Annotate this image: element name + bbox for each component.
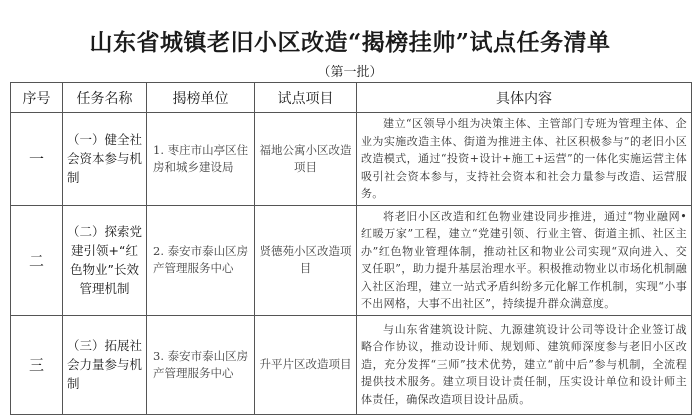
row-unit: 1. 枣庄市山亭区住房和城乡建设局 [147,113,255,206]
table-row [11,113,692,206]
row-unit: 3. 泰安市泰山区房产管理服务中心 [147,315,255,414]
row-content: 建立“区领导小组为决策主体、主管部门专班为管理主体、企业为实施改造主体、街道为推进主体、社区积极参与”的老旧小区改造模式，通过“投资+设计+施工+运营”的一体化实施运营主体吸引社会资本参与，支持社会资本和社会力量参与改造、运营服务。 [357,113,692,206]
row-index: 一 [11,113,63,206]
row-content: 与山东省建筑设计院、九源建筑设计公司等设计企业签订战略合作协议，推动设计师、规划师、建筑师深度参与老旧小区改造，充分发挥“三师”技术优势，建立“前中后”参与机制，全流程提供技术服务。建立项目设计责任制，压实设计单位和设计师主体责任，确保改造项目设计品质。 [357,315,692,414]
header-unit: 揭榜单位 [147,83,255,113]
document-title: 山东省城镇老旧小区改造“揭榜挂帅”试点任务清单 [89,29,611,56]
table-row [11,315,692,414]
row-project: 贤德苑小区改造项目 [255,205,357,315]
header-content: 具体内容 [357,83,692,113]
header-project: 试点项目 [255,83,357,113]
row-project: 福地公寓小区改造项目 [255,113,357,206]
row-unit: 2. 泰安市泰山区房产管理服务中心 [147,205,255,315]
row-content: 将老旧小区改造和红色物业建设同步推进，通过“物业融网•红暖万家”工程，建立“党建引领、行业主管、街道主抓、社区主办”红色物业管理体制，推动社区和物业公司实现“双向进入、交叉任职”，助力提升基层治理水平。积极推动物业以市场化机制融入社区治理，建立一站式矛盾纠纷多元化解工作机制，实现“小事不出网格，大事不出社区”，持续提升群众满意度。 [357,205,692,315]
task-list-table [10,82,692,415]
row-project: 升平片区改造项目 [255,315,357,414]
table-header-row [11,83,692,113]
header-task-name: 任务名称 [63,83,147,113]
row-task-name: （三）拓展社会力量参与机制 [63,315,147,414]
row-task-name: （二）探索党建引领+“红色物业”长效管理机制 [63,205,147,315]
row-task-name: （一）健全社会资本参与机制 [63,113,147,206]
row-index: 三 [11,315,63,414]
document-subtitle: （第一批） [317,65,383,80]
table-row [11,205,692,315]
row-index: 二 [11,205,63,315]
header-index: 序号 [11,83,63,113]
